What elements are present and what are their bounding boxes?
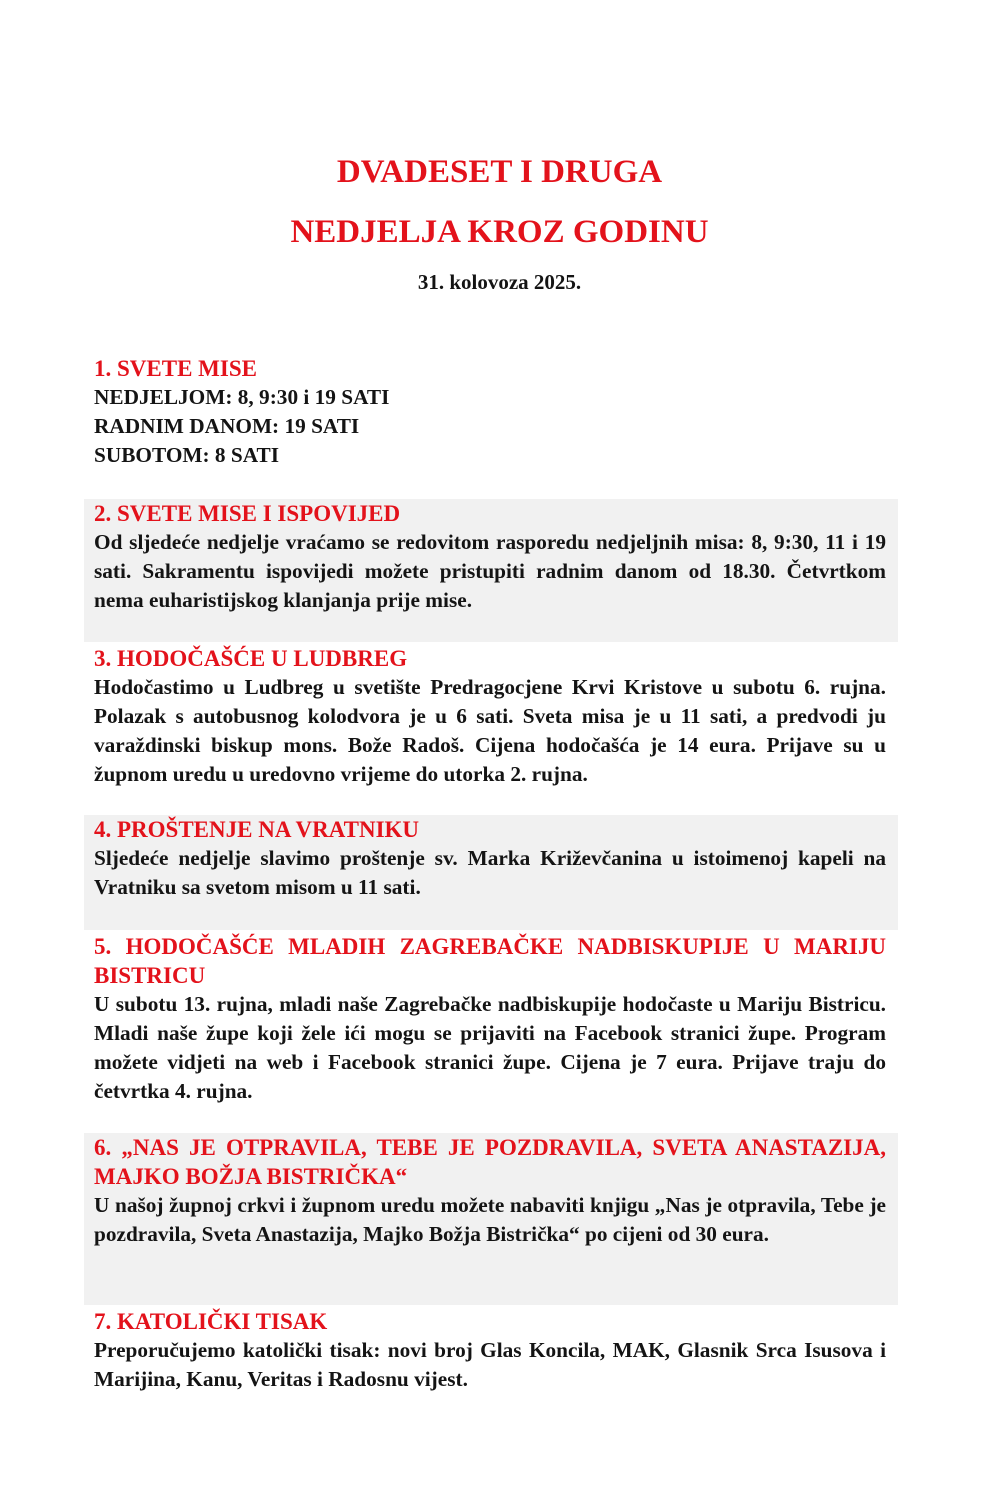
section-body: Sljedeće nedjelje slavimo proštenje sv. Marka Križevčanina u istoimenoj kapeli na Vratniku sa svetom misom u 11 sati. xyxy=(94,846,886,899)
section-heading: 5. HODOČAŠĆE MLADIH ZAGREBAČKE NADBISKUPIJE U MARIJU BISTRICU xyxy=(94,934,886,988)
section-heading: 4. PROŠTENJE NA VRATNIKU xyxy=(94,817,420,842)
schedule-saturday: SUBOTOM: 8 SATI xyxy=(94,443,280,467)
section-body: U subotu 13. rujna, mladi naše Zagrebačke nadbiskupije hodočaste u Mariju Bistricu. Mladi naše župe koji žele ići mogu se prijaviti na Facebook stranici župe. Program možete vidjeti na web i Facebook stranici župe. Cijena je 7 eura. Prijave traju do četvrtka 4. rujna. xyxy=(94,992,886,1103)
date: 31. kolovoza 2025. xyxy=(417,270,582,294)
page-title-line-1: DVADESET I DRUGA xyxy=(336,154,663,190)
section-youth-pilgrimage xyxy=(84,932,898,1106)
section-heading: 6. „NAS JE OTPRAVILA, TEBE JE POZDRAVILA, SVETA ANASTAZIJA, MAJKO BOŽJA BISTRIČKA“ xyxy=(94,1135,886,1189)
section-heading: 1. SVETE MISE xyxy=(94,356,257,381)
section-heading: 3. HODOČAŠĆE U LUDBREG xyxy=(94,646,408,671)
section-body: Hodočastimo u Ludbreg u svetište Predragocjene Krvi Kristove u subotu 6. rujna. Polazak s autobusnog kolodvora je u 6 sati. Sveta misa je u 11 sati, a predvodi ju varaždinski biskup mons. Bože Radoš. Cijena hodočašća je 14 eura. Prijave su u župnom uredu u uredovno vrijeme do utorka 2. rujna. xyxy=(94,675,886,786)
section-book xyxy=(84,1133,898,1305)
page-title-line-2: NEDJELJA KROZ GODINU xyxy=(290,214,709,250)
schedule-sunday: NEDJELJOM: 8, 9:30 i 19 SATI xyxy=(94,385,390,409)
section-feast-vratnik xyxy=(84,815,898,930)
section-body: Preporučujemo katolički tisak: novi broj Glas Koncila, MAK, Glasnik Srca Isusova i Marijina, Kanu, Veritas i Radosnu vijest. xyxy=(94,1338,886,1391)
section-catholic-press xyxy=(84,1307,898,1394)
section-mass-confession xyxy=(84,499,898,642)
section-heading: 2. SVETE MISE I ISPOVIJED xyxy=(94,501,401,526)
schedule-weekday: RADNIM DANOM: 19 SATI xyxy=(94,414,360,438)
section-body: U našoj župnoj crkvi i župnom uredu možete nabaviti knjigu „Nas je otpravila, Tebe je pozdravila, Sveta Anastazija, Majko Božja Bistrička“ po cijeni od 30 eura. xyxy=(94,1193,886,1246)
section-body: Od sljedeće nedjelje vraćamo se redovitom rasporedu nedjeljnih misa: 8, 9:30, 11 i 19 sati. Sakramentu ispovijedi možete pristupiti radnim danom od 18.30. Četvrtkom nema euharistijskog klanjanja prije mise. xyxy=(94,530,886,612)
section-pilgrimage-ludbreg xyxy=(84,644,898,789)
section-mass-schedule xyxy=(84,354,898,470)
section-heading: 7. KATOLIČKI TISAK xyxy=(94,1309,328,1334)
